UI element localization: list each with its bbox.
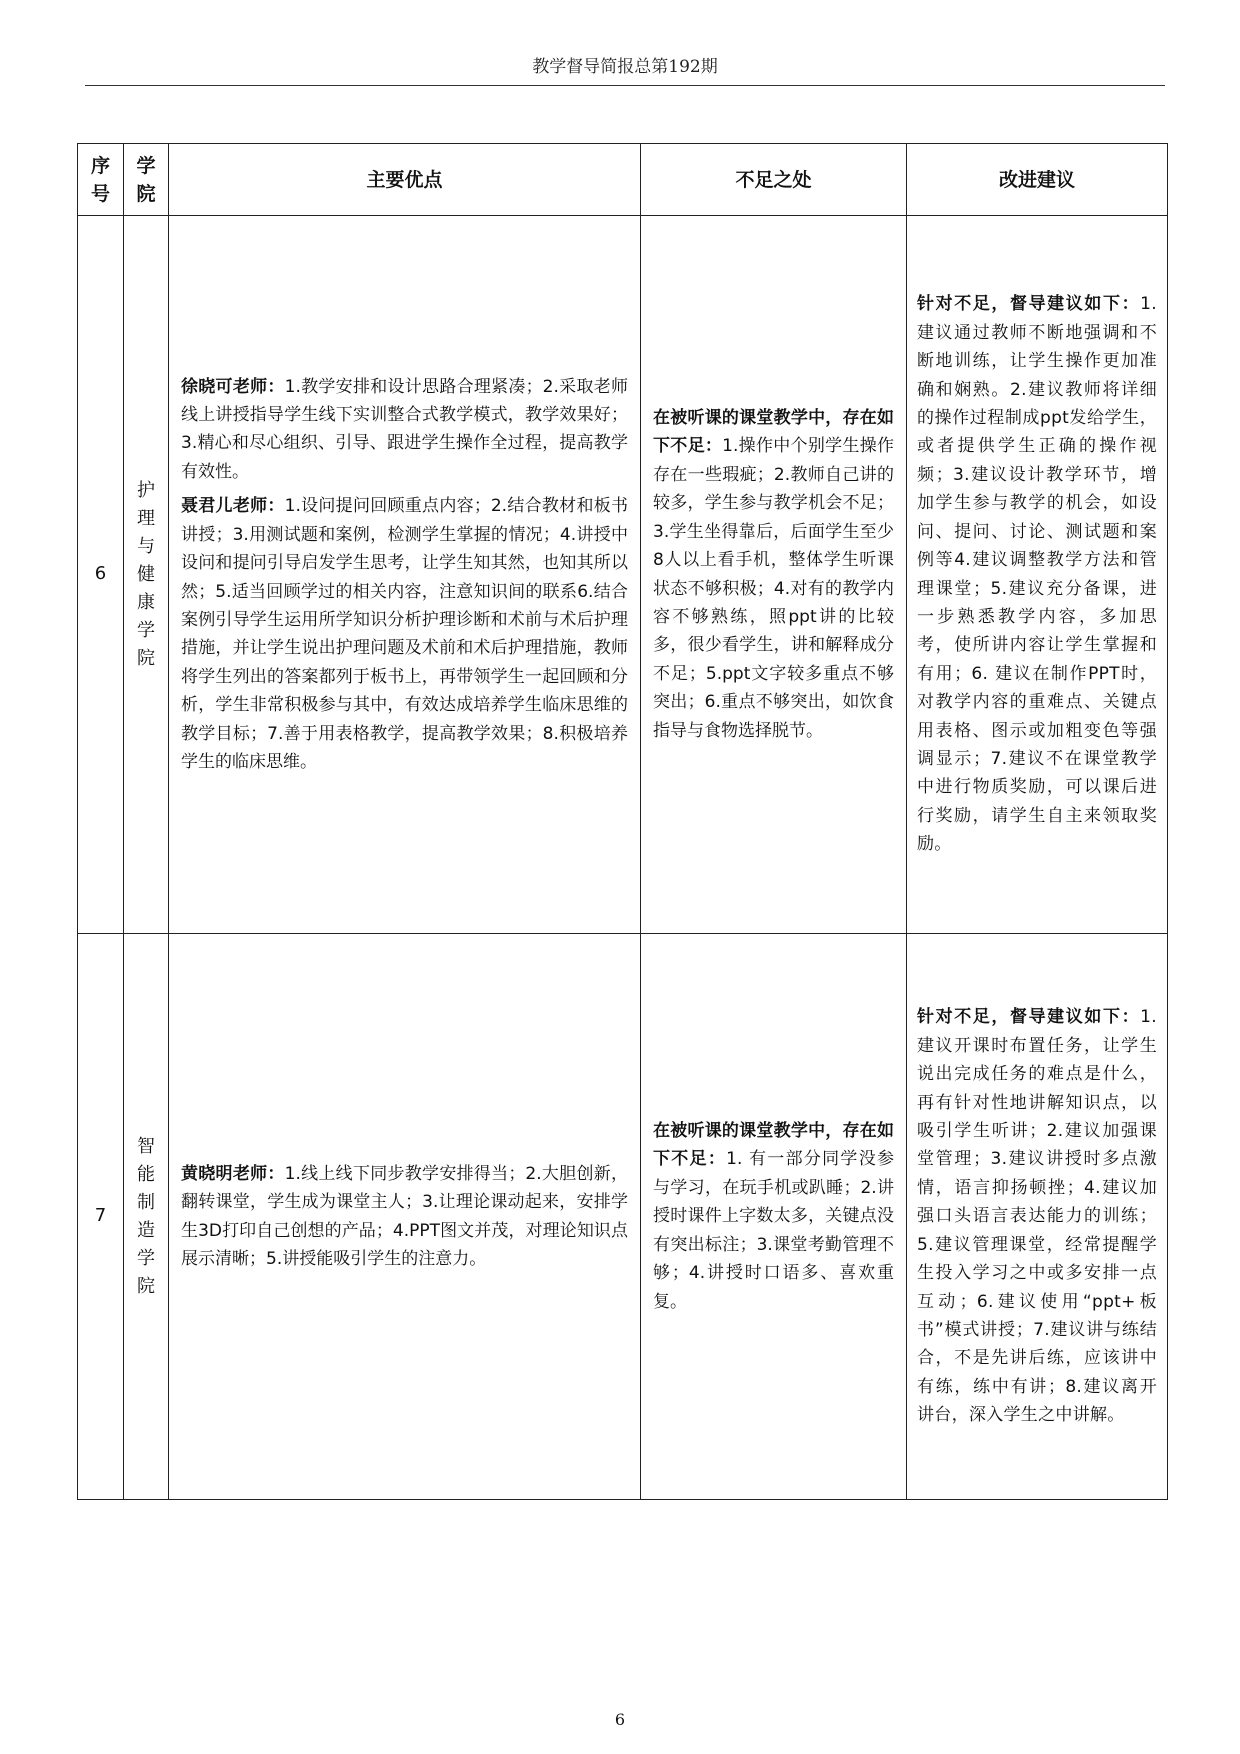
strength-item: 黄晓明老师：1.线上线下同步教学安排得当；2.大胆创新，翻转课堂，学生成为课堂主人；3.让理论课动起来，安排学生3D打印自己创想的产品；4.PPT图文并茂，对理论知识点展示清晰；5.讲授能吸引学生的注意力。 (181, 1163, 628, 1269)
row-suggestion: 针对不足，督导建议如下：1. 建议通过教师不断地强调和不断地训练，让学生操作更加准确和娴熟。2.建议教师将详细的操作过程制成ppt发给学生，或者提供学生正确的操作视频；3.建议设计教学环节，增加学生参与教学的机会，如设问、提问、讨论、测试题和案例等4.建议调整教学方法和管理课堂；5.建议充分备课，进一步熟悉教学内容，多加思考，使所讲内容让学生掌握和有用；6. 建议在制作PPT时，对教学内容的重难点、关键点用表格、图示或加粗变色等强调显示；7.建议不在课堂教学中进行物质奖励，可以课后进行奖励，请学生自主来领取奖励。 (907, 216, 1168, 934)
header-seq: 序号 (78, 144, 124, 216)
page-number: 6 (614, 1710, 626, 1729)
header-divider (85, 85, 1165, 86)
row-seq: 7 (78, 934, 124, 1500)
page-header-title: 教学督导简报总第192期 (532, 57, 718, 77)
table-row (78, 934, 1168, 1500)
row-college: 智能制造学院 (124, 934, 169, 1500)
header-college: 学院 (124, 144, 169, 216)
strength-item: 徐晓可老师：1.教学安排和设计思路合理紧凑；2.采取老师线上讲授指导学生线下实训整合式教学模式，教学效果好；3.精心和尽心组织、引导、跟进学生操作全过程，提高教学有效性。 (181, 376, 628, 482)
header-weakness: 不足之处 (641, 144, 907, 216)
header-strengths: 主要优点 (169, 144, 641, 216)
table-header-row (78, 144, 1168, 216)
row-strengths (169, 934, 641, 1500)
header-suggestion: 改进建议 (907, 144, 1168, 216)
row-weakness: 在被听课的课堂教学中，存在如下不足：1. 有一部分同学没参与学习，在玩手机或趴睡；2.讲授时课件上字数太多，关键点没有突出标注；3.课堂考勤管理不够；4.讲授时口语多、喜欢重复。 (641, 934, 907, 1500)
supervision-table (77, 143, 1168, 1500)
table-row (78, 216, 1168, 934)
row-strengths (169, 216, 641, 934)
row-weakness: 在被听课的课堂教学中，存在如下不足：1.操作中个别学生操作存在一些瑕疵；2.教师自己讲的较多，学生参与教学机会不足；3.学生坐得靠后，后面学生至少8人以上看手机，整体学生听课状态不够积极；4.对有的教学内容不够熟练，照ppt讲的比较多，很少看学生，讲和解释成分不足；5.ppt文字较多重点不够突出；6.重点不够突出，如饮食指导与食物选择脱节。 (641, 216, 907, 934)
row-college: 护理与健康学院 (124, 216, 169, 934)
row-suggestion: 针对不足，督导建议如下：1.建议开课时布置任务，让学生说出完成任务的难点是什么，再有针对性地讲解知识点，以吸引学生听讲；2.建议加强课堂管理；3.建议讲授时多点激情，语言抑扬顿挫；4.建议加强口头语言表达能力的训练；5.建议管理课堂，经常提醒学生投入学习之中或多安排一点互动；6.建议使用“ppt+板书”模式讲授；7.建议讲与练结合，不是先讲后练，应该讲中有练，练中有讲；8.建议离开讲台，深入学生之中讲解。 (907, 934, 1168, 1500)
row-seq: 6 (78, 216, 124, 934)
strength-item: 聂君儿老师：1.设问提问回顾重点内容；2.结合教材和板书讲授；3.用测试题和案例，检测学生掌握的情况；4.讲授中设问和提问引导启发学生思考，让学生知其然，也知其所以然；5.适当回顾学过的相关内容，注意知识间的联系6.结合案例引导学生运用所学知识分析护理诊断和术前与术后护理措施，并让学生说出护理问题及术前和术后护理措施，教师将学生列出的答案都列于板书上，再带领学生一起回顾和分析，学生非常积极参与其中，有效达成培养学生临床思维的教学目标；7.善于用表格教学，提高教学效果；8.积极培养学生的临床思维。 (181, 496, 628, 772)
